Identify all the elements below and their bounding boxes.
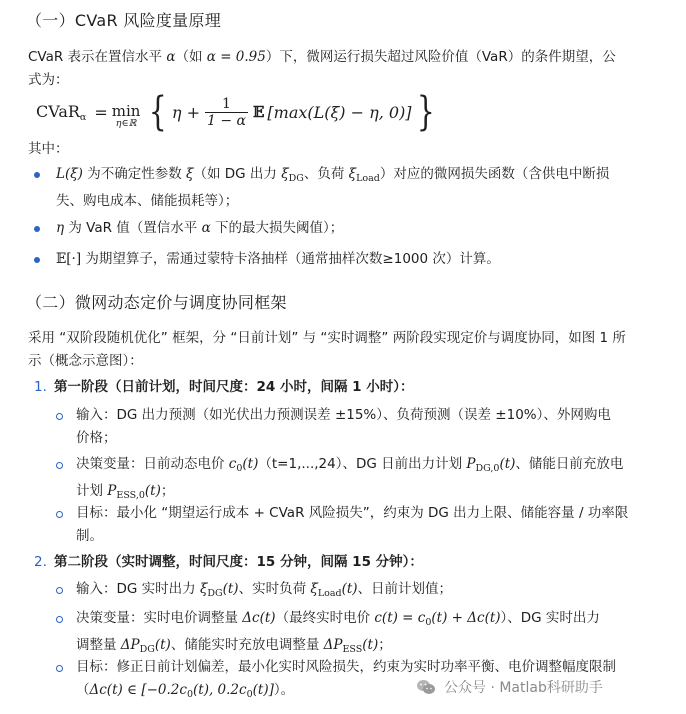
min-operator: min η∈ℝ — [111, 101, 141, 129]
stage1-number: 1. — [34, 379, 47, 395]
bullet-expectation: 𝔼[·] 为期望算子，需通过蒙特卡洛抽样（通常抽样次数≥1000 次）计算。 — [56, 251, 500, 267]
framework-intro-paragraph: 采用 “双阶段随机优化” 框架，分 “日前计划” 与 “实时调整” 两阶段实现定价与调度协同，如图 1 所 示（概念示意图）： — [28, 330, 626, 369]
sub-bullet-dot — [56, 462, 63, 469]
bullet-dot — [34, 172, 40, 178]
sub-bullet-dot — [56, 616, 63, 623]
wechat-icon — [416, 679, 436, 695]
stage1-objective: 目标：最小化 “期望运行成本 + CVaR 风险损失”，约束为 DG 出力上限、储能容量 / 功率限 制。 — [76, 505, 629, 544]
sub-bullet-dot — [56, 587, 63, 594]
stage2-decision-variables: 决策变量：实时电价调整量 Δc(t)（最终实时电价 $c(t) = c_0(t) + \Delta c(t)$）、DG 实时出力 调整量 $\Delta P_{DG}(t)$、储能实时充放电调整量 $\Delta P_{ESS}(t)$； — [76, 610, 600, 655]
stage2-input: 输入：DG 实时出力 $\xi_{DG}(t)$、实时负荷 $\xi_{Load}(t)$、日前计划值； — [76, 581, 453, 599]
bullet-loss-function: L(ξ) 为不确定性参数 ξ（如 DG 出力 $\xi_{DG}$、负荷 $\xi_{Load}$）对应的微网损失函数（含供电中断损 失、购电成本、储能损耗等）； — [56, 166, 610, 209]
bullet-var-value: η 为 VaR 值（置信水平 α 下的最大损失阈值）； — [56, 220, 344, 236]
watermark-text: 公众号 · Matlab科研助手 — [444, 680, 603, 696]
sub-bullet-dot — [56, 665, 63, 672]
section-heading-framework: （二）微网动态定价与调度协同框架 — [26, 293, 287, 312]
bullet-dot — [34, 226, 40, 232]
where-label: 其中： — [28, 141, 69, 157]
stage2-number: 2. — [34, 554, 47, 570]
stage1-input: 输入：DG 出力预测（如光伏出力预测误差 ±15%）、负荷预测（误差 ±10%）、外网购电 价格； — [76, 407, 611, 446]
fraction: $\frac{1}{1 - \alpha}$ — [206, 95, 246, 129]
sub-bullet-dot — [56, 511, 63, 518]
sub-bullet-dot — [56, 413, 63, 420]
stage1-title: 第一阶段（日前计划，时间尺度：24 小时，间隔 1 小时）： — [54, 379, 414, 395]
stage2-title: 第二阶段（实时调整，时间尺度：15 分钟，间隔 15 分钟）： — [54, 554, 423, 570]
cvar-formula: CVaR$_\alpha$ = min η∈ℝ { η + $\frac{1}{1 - \alpha}$ 𝔼 [max(L(ξ) − η, 0)] } — [36, 89, 435, 135]
stage1-decision-variables: 决策变量：日前动态电价 $c_0(t)(t=1,...,24)$、DG 日前出力计划 $P_{DG,0}(t)$、储能日前充放电 计划 $P_{ESS,0}(t)$； — [76, 456, 624, 501]
cvar-intro-paragraph: CVaR 表示在置信水平 α（如 α = 0.95）下，微网运行损失超过风险价值（VaR）的条件期望，公 式为： — [28, 49, 616, 88]
section-heading-cvar: （一）CVaR 风险度量原理 — [26, 11, 222, 30]
stage2-objective: 目标：修正日前计划偏差，最小化实时风险损失，约束为实时功率平衡、电价调整幅度限制 （Δc(t) ∈ [$-0.2c_0(t)$, $0.2c_0(t)$]）。 — [76, 659, 616, 700]
bullet-dot — [34, 257, 40, 263]
watermark — [416, 676, 603, 698]
